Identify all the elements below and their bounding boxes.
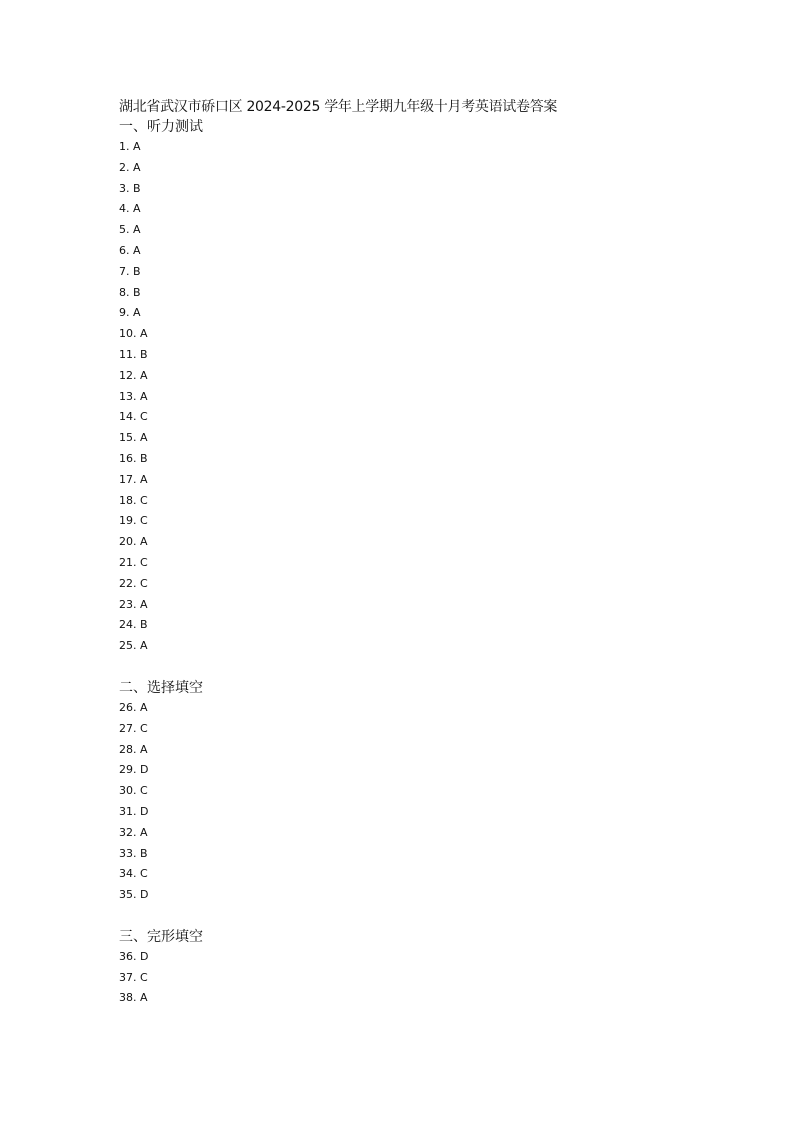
section-spacer: [119, 906, 719, 927]
answer-item: 35. D: [119, 888, 149, 902]
section-1: [119, 117, 719, 657]
answer-item: 33. B: [119, 846, 148, 860]
answer-item: 27. C: [119, 721, 148, 735]
answer-item: 5. A: [119, 223, 141, 237]
answer-document: [119, 97, 719, 1009]
section-2: [119, 657, 719, 906]
answer-item: 3. B: [119, 181, 141, 195]
answer-item: 16. B: [119, 451, 148, 465]
answer-item: 23. A: [119, 597, 148, 611]
answer-item: 24. B: [119, 618, 148, 632]
answer-item: 32. A: [119, 825, 148, 839]
answer-item: 20. A: [119, 535, 148, 549]
answer-item: 25. A: [119, 639, 148, 653]
section-spacer: [119, 657, 719, 678]
answer-item: 12. A: [119, 368, 148, 382]
section-heading: 二、选择填空: [119, 679, 203, 696]
answer-item: 9. A: [119, 306, 141, 320]
answer-item: 10. A: [119, 327, 148, 341]
answer-item: 11. B: [119, 347, 148, 361]
section-heading: 三、完形填空: [119, 928, 203, 945]
answer-item: 34. C: [119, 867, 148, 881]
answer-item: 30. C: [119, 784, 148, 798]
answer-item: 8. B: [119, 285, 141, 299]
answer-item: 19. C: [119, 514, 148, 528]
answer-item: 14. C: [119, 410, 148, 424]
answer-item: 7. B: [119, 264, 141, 278]
answer-item: 31. D: [119, 804, 149, 818]
answer-item: 38. A: [119, 991, 148, 1005]
answer-item: 2. A: [119, 160, 141, 174]
section-heading: 一、听力测试: [119, 119, 203, 135]
answer-item: 15. A: [119, 431, 148, 445]
answer-item: 36. D: [119, 949, 149, 963]
answer-item: 29. D: [119, 763, 149, 777]
answer-item: 17. A: [119, 472, 148, 486]
answer-item: 37. C: [119, 970, 148, 984]
answer-item: 13. A: [119, 389, 148, 403]
answer-item: 22. C: [119, 576, 148, 590]
answer-item: 1. A: [119, 140, 141, 153]
answer-item: 6. A: [119, 243, 141, 257]
answer-item: 21. C: [119, 555, 148, 569]
answer-item: 28. A: [119, 742, 148, 756]
document-title: 湖北省武汉市硚口区 2024-2025 学年上学期九年级十月考英语试卷答案: [119, 99, 558, 115]
answer-item: 26. A: [119, 700, 148, 714]
section-3: [119, 906, 719, 1009]
answer-item: 4. A: [119, 202, 141, 216]
sections-container: [119, 117, 719, 1009]
answer-item: 18. C: [119, 493, 148, 507]
